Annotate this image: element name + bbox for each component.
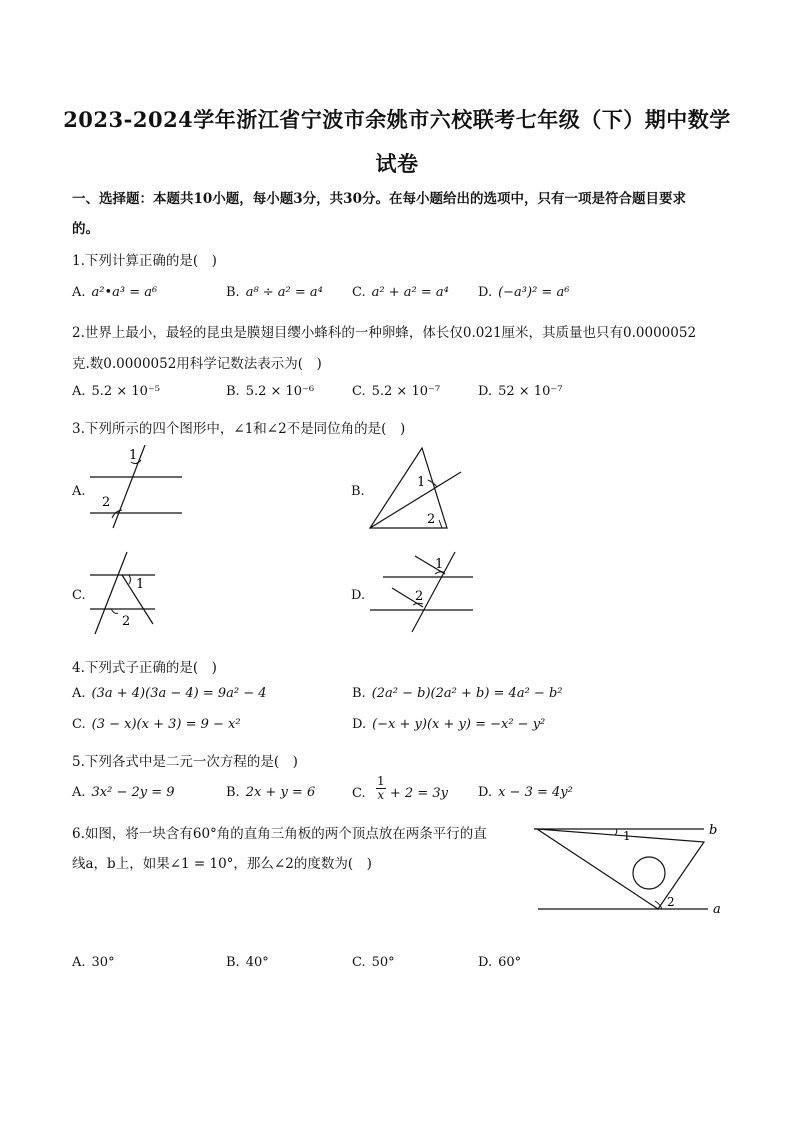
q6-option-a-expr: 30°	[91, 955, 115, 970]
q1-option-b	[226, 285, 323, 300]
q6-option-b-label: B.	[226, 955, 240, 970]
q5-option-c	[352, 774, 448, 802]
q2-option-d-expr: 52 × 10⁻⁷	[498, 384, 563, 399]
q6-stem-line2: 线a，b上，如果∠1 = 10°，那么∠2的度数为( )	[72, 856, 372, 872]
q6-option-b-expr: 40°	[245, 955, 269, 970]
q5-stem: 5.下列各式中是二元一次方程的是( )	[72, 754, 298, 770]
q1-option-d	[478, 285, 569, 300]
q4-option-c-label: C.	[72, 717, 86, 732]
q1-option-d-expr: (−a³)² = a⁶	[498, 285, 570, 300]
q2-option-b	[226, 384, 314, 399]
q3c-angle1-arc	[129, 575, 131, 584]
q5-option-a-label: A.	[72, 785, 86, 800]
q4-option-a-expr: (3a + 4)(3a − 4) = 9a² − 4	[91, 686, 267, 701]
q4-option-a	[72, 686, 267, 701]
q3-figure-c	[85, 548, 165, 638]
q6-option-c	[352, 955, 395, 970]
q5-option-b-label: B.	[226, 785, 240, 800]
q5-option-d-label: D.	[478, 785, 493, 800]
q3c-angle1-label: 1	[136, 577, 145, 592]
q5-option-b	[226, 785, 315, 800]
q3c-angle2-label: 2	[122, 614, 131, 629]
q2-option-c	[352, 384, 440, 399]
q3d-angle1-label: 1	[435, 557, 444, 572]
q6-option-d-expr: 60°	[498, 955, 522, 970]
q6-triangle-ruler	[537, 829, 704, 909]
q3c-angle2-arc	[111, 609, 118, 614]
q6-line-b-label: b	[709, 823, 718, 838]
q3b-cutting-line	[370, 472, 461, 528]
q2-option-c-label: C.	[352, 384, 366, 399]
q2-option-a-label: A.	[72, 384, 86, 399]
q6-angle2-label: 2	[667, 895, 675, 909]
q2-option-d	[478, 384, 562, 399]
q2-option-d-label: D.	[478, 384, 493, 399]
q1-option-b-label: B.	[226, 285, 240, 300]
q2-option-a	[72, 384, 160, 399]
q3-figure-b	[365, 440, 465, 532]
q5-option-b-expr: 2x + y = 6	[245, 785, 316, 800]
q6-option-c-label: C.	[352, 955, 366, 970]
q1-option-d-label: D.	[478, 285, 493, 300]
q3-option-b-label: B.	[351, 484, 365, 499]
q2-stem-line2: 克.数0.0000052用科学记数法表示为( )	[72, 356, 322, 372]
q5-option-c-rest: + 2 = 3y	[389, 786, 448, 801]
q5-option-c-label: C.	[352, 786, 366, 801]
q5-option-d-expr: x − 3 = 4y²	[498, 785, 573, 800]
q3b-angle2-label: 2	[427, 512, 436, 527]
q1-option-a-expr: a²•a³ = a⁶	[91, 285, 158, 300]
q4-option-b	[352, 686, 562, 701]
q6-option-c-expr: 50°	[371, 955, 395, 970]
exam-title-line2: 试卷	[375, 151, 419, 176]
q3-figure-a	[85, 440, 195, 530]
q4-option-c-expr: (3 − x)(x + 3) = 9 − x²	[91, 717, 241, 732]
q4-option-b-expr: (2a² − b)(2a² + b) = 4a² − b²	[371, 686, 563, 701]
q2-stem-line1: 2.世界上最小，最轻的昆虫是膜翅目缨小蜂科的一种卵蜂，体长仅0.021厘米，其质量也只有0.0000052	[72, 325, 697, 341]
q1-option-b-expr: a⁸ ÷ a² = a⁴	[245, 285, 323, 300]
q6-option-d-label: D.	[478, 955, 493, 970]
q1-stem: 1.下列计算正确的是( )	[72, 253, 217, 269]
q4-option-c	[72, 717, 241, 732]
q4-stem: 4.下列式子正确的是( )	[72, 660, 217, 676]
q3a-angle2-label: 2	[102, 495, 111, 510]
q4-option-a-label: A.	[72, 686, 86, 701]
q6-stem-line1: 6.如图，将一块含有60°角的直角三角板的两个顶点放在两条平行的直	[72, 826, 487, 842]
q3b-angle2-arc	[439, 520, 442, 528]
section1-header-line2: 的。	[72, 221, 99, 237]
q3-option-c-label: C.	[72, 588, 86, 603]
q3b-angle1-label: 1	[417, 475, 426, 490]
q3-stem: 3.下列所示的四个图形中，∠1和∠2不是同位角的是( )	[72, 421, 406, 437]
q2-option-c-expr: 5.2 × 10⁻⁷	[371, 384, 441, 399]
q5-option-a	[72, 785, 175, 800]
q3d-angle2-label: 2	[415, 589, 424, 604]
q6-angle1-arc	[615, 829, 617, 835]
q3-option-a-label: A.	[72, 484, 86, 499]
q5-option-c-numerator: 1	[376, 774, 385, 788]
q6-angle1-label: 1	[623, 829, 631, 843]
exam-title-line1: 2023-2024学年浙江省宁波市余姚市六校联考七年级（下）期中数学	[63, 107, 731, 132]
q6-figure	[532, 818, 732, 920]
q5-option-a-expr: 3x² − 2y = 9	[91, 785, 175, 800]
q4-option-d	[352, 717, 545, 732]
q3-option-d-label: D.	[351, 588, 366, 603]
q4-option-d-label: D.	[352, 717, 367, 732]
q3-figure-d	[365, 548, 477, 634]
q1-option-c-label: C.	[352, 285, 366, 300]
q6-option-a	[72, 955, 115, 970]
q5-option-c-denominator: x	[377, 788, 385, 802]
q1-option-a-label: A.	[72, 285, 86, 300]
q4-option-b-label: B.	[352, 686, 366, 701]
q5-option-c-fraction	[376, 775, 386, 802]
q6-option-b	[226, 955, 269, 970]
q1-option-a	[72, 285, 157, 300]
q3a-angle1-label: 1	[129, 448, 138, 463]
q1-option-c	[352, 285, 449, 300]
q2-option-a-expr: 5.2 × 10⁻⁵	[91, 384, 160, 399]
q6-line-a-label: a	[713, 902, 721, 917]
section1-header-line1: 一、选择题：本题共10小题，每小题3分，共30分。在每小题给出的选项中，只有一项是符合题目要求	[72, 191, 686, 207]
q4-option-d-expr: (−x + y)(x + y) = −x² − y²	[372, 717, 546, 732]
q1-option-c-expr: a² + a² = a⁴	[371, 285, 449, 300]
q6-ruler-hole	[633, 857, 665, 889]
q2-option-b-label: B.	[226, 384, 240, 399]
q6-option-a-label: A.	[72, 955, 86, 970]
q6-option-d	[478, 955, 521, 970]
q2-option-b-expr: 5.2 × 10⁻⁶	[245, 384, 315, 399]
q5-option-d	[478, 785, 573, 800]
